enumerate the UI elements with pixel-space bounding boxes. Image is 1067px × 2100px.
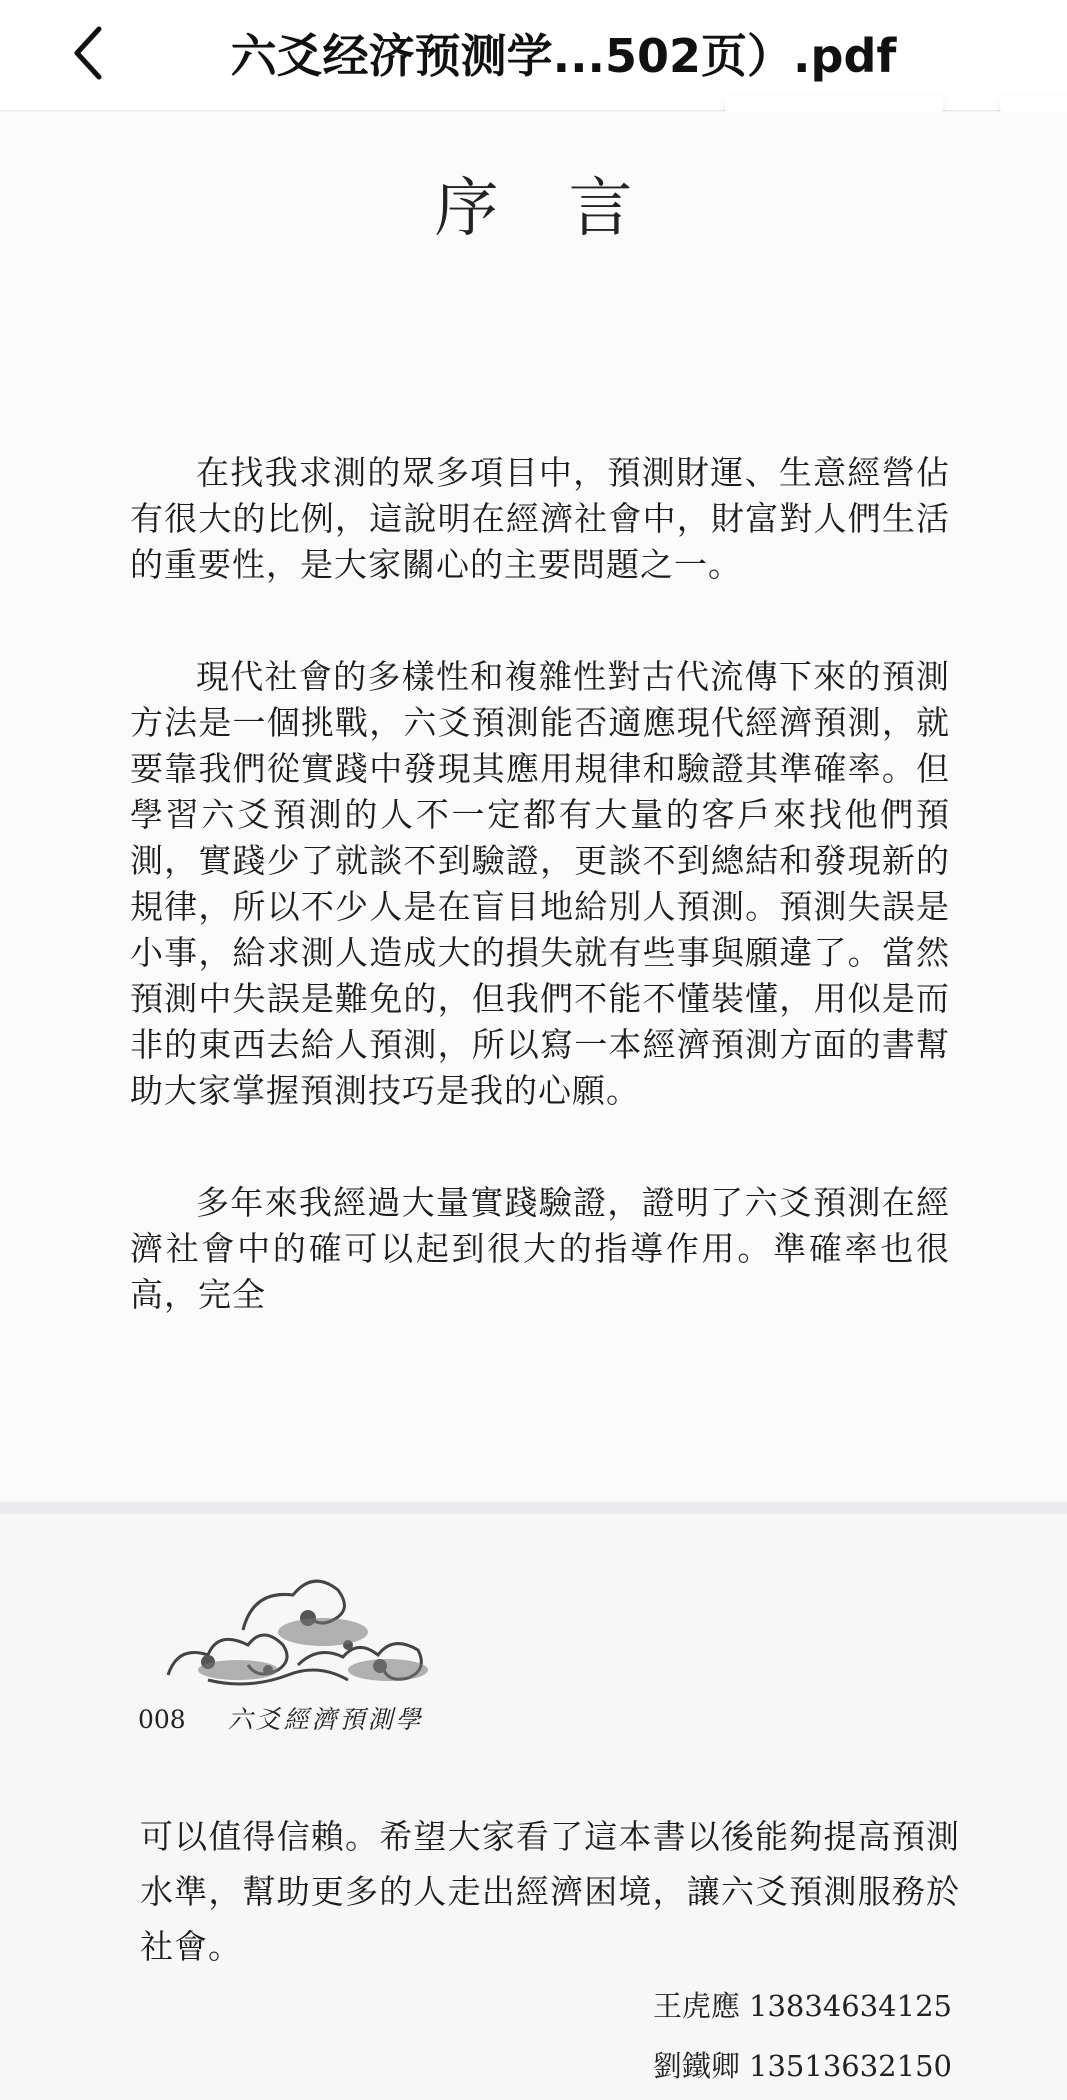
page-footer xyxy=(138,1700,424,1736)
chevron-left-icon xyxy=(71,25,105,81)
author-signature: 劉鐵卿 13513632150 xyxy=(652,2049,952,2083)
preface-paragraph: 現代社會的多樣性和複雜性對古代流傳下來的預測方法是一個挑戰，六爻預測能否適應現代經濟預測，就要靠我們從實踐中發現其應用規律和驗證其準確率。但學習六爻預測的人不一定都有大量的客戶來找他們預測，實踐少了就談不到驗證，更談不到總結和發現新的規律，所以不少人是在盲目地給別人預測。預測失誤是小事，給求測人造成大的損失就有些事與願違了。當然預測中失誤是難免的，但我們不能不懂裝懂，用似是而非的東西去給人預測，所以寫一本經濟預測方面的書幫助大家掌握預測技巧是我的心願。 xyxy=(130,657,950,1110)
pdf-page-preface xyxy=(0,112,1067,1502)
pdf-page-008 xyxy=(0,1514,1067,2100)
preface-paragraph: 多年來我經過大量實踐驗證，證明了六爻預測在經濟社會中的確可以起到很大的指導作用。準確率也很高，完全 xyxy=(130,1183,950,1314)
document-title: 六爻经济预测学...502页）.pdf xyxy=(230,29,897,83)
page2-body xyxy=(140,1809,960,1974)
top-bar xyxy=(0,0,1067,111)
running-book-title: 六爻經濟預測學 xyxy=(227,1705,424,1734)
page-separator xyxy=(0,1502,1067,1514)
page-heading: 序言 xyxy=(434,172,703,246)
page2-paragraph: 可以值得信賴。希望大家看了這本書以後能夠提高預測水準，幫助更多的人走出經濟困境，讓六爻預測服務於社會。 xyxy=(140,1817,960,1966)
preface-body xyxy=(130,450,950,1384)
cloud-ornament-icon xyxy=(148,1570,448,1700)
author-signature: 王虎應 13834634125 xyxy=(652,1989,952,2023)
preface-paragraph: 在找我求測的眾多項目中，預測財運、生意經營佔有很大的比例，這說明在經濟社會中，財富對人們生活的重要性，是大家關心的主要問題之一。 xyxy=(130,453,950,584)
back-button[interactable] xyxy=(58,18,118,88)
page-number: 008 xyxy=(138,1705,186,1734)
